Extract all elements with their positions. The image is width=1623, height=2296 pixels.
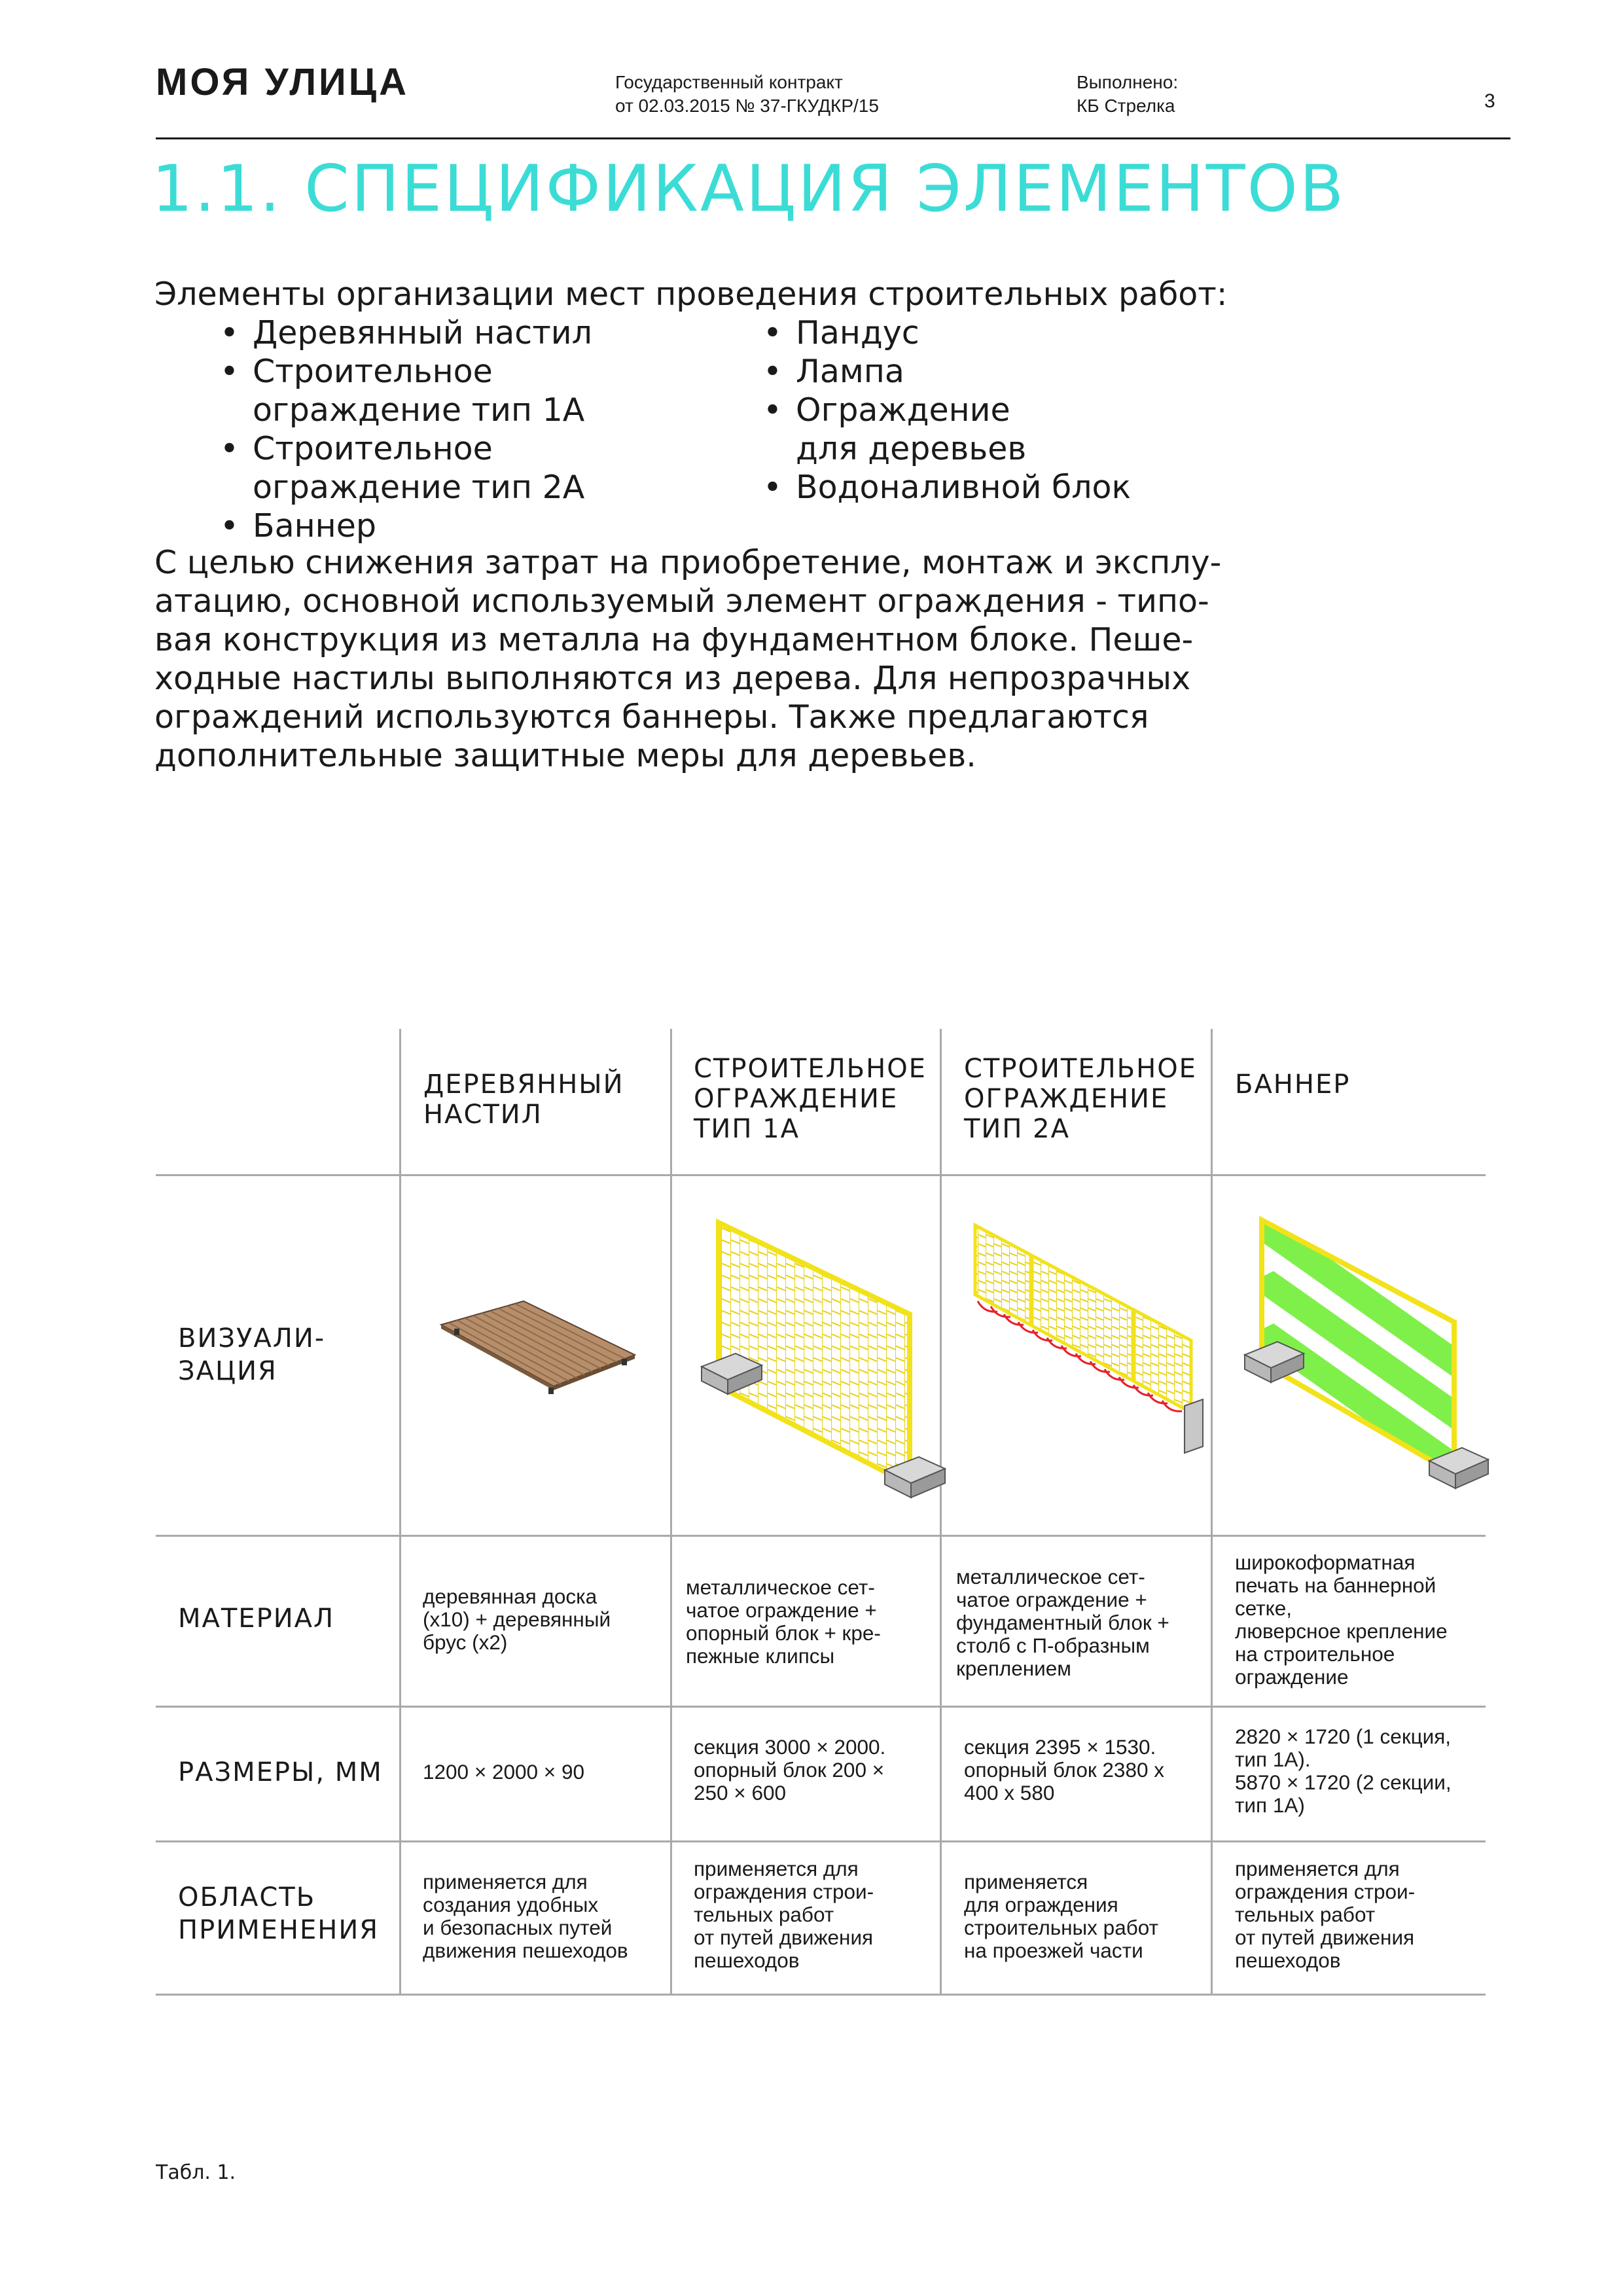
row-header-dimensions: РАЗМЕРЫ, ММ <box>178 1757 383 1787</box>
list-item-continuation: ограждение тип 2А <box>253 469 585 506</box>
table-caption: Табл. 1. <box>156 2161 236 2184</box>
contract-line-1: Государственный контракт <box>615 72 843 92</box>
paragraph-line: С целью снижения затрат на приобретение, монтаж и эксплу- <box>154 544 1222 581</box>
material-cell-banner: широкоформатная печать на баннерной сетке, люверсное крепление на строительное ограждение <box>1235 1551 1448 1689</box>
bullet-list-right <box>763 314 1132 507</box>
table-col-divider <box>940 1029 942 1996</box>
dimensions-cell-deck: 1200 × 2000 × 90 <box>423 1760 584 1784</box>
page-number: 3 <box>1484 90 1495 112</box>
list-item: • Лампа <box>763 353 904 390</box>
list-item-continuation: ограждение тип 1А <box>253 391 585 429</box>
list-item: • Пандус <box>763 314 919 351</box>
usage-cell-fence-2a: применяется для ограждения строительных работ на проезжей части <box>964 1870 1159 1962</box>
contract-line-2: от 02.03.2015 № 37-ГКУДКР/15 <box>615 96 879 116</box>
contract-info <box>615 71 879 118</box>
column-header-banner: БАННЕР <box>1235 1069 1351 1100</box>
fence-2a-illustration <box>962 1216 1211 1491</box>
list-item: • Водоналивной блок <box>763 469 1132 506</box>
table-row-divider <box>156 1706 1486 1708</box>
banner-illustration <box>1234 1212 1483 1500</box>
material-cell-fence-2a: металлическое сет- чатое ограждение + фундаментный блок + столб с П-образным креплением <box>956 1565 1169 1680</box>
dimensions-cell-fence-1a: секция 3000 × 2000. опорный блок 200 × 250 × 600 <box>694 1735 886 1804</box>
usage-cell-fence-1a: применяется для ограждения строи- тельных работ от путей движения пешеходов <box>694 1857 874 1972</box>
brand-logo-text: МОЯ УЛИЦА <box>156 61 409 103</box>
table-col-divider <box>1211 1029 1213 1996</box>
paragraph-line: дополнительные защитные меры для деревьев. <box>154 737 976 774</box>
table-row-divider <box>156 1535 1486 1537</box>
row-header-usage: ОБЛАСТЬ ПРИМЕНЕНИЯ <box>178 1882 380 1945</box>
performer-info <box>1077 71 1178 118</box>
dimensions-cell-fence-2a: секция 2395 × 1530. опорный блок 2380 х 400 x 580 <box>964 1735 1164 1804</box>
list-item: • Ограждение <box>763 391 1010 429</box>
column-header-fence-1a: СТРОИТЕЛЬНОЕ ОГРАЖДЕНИЕ ТИП 1А <box>694 1054 927 1144</box>
column-header-deck: ДЕРЕВЯННЫЙ НАСТИЛ <box>423 1069 624 1130</box>
table-col-divider <box>399 1029 401 1996</box>
body-paragraph <box>154 543 1221 775</box>
paragraph-line: вая конструкция из металла на фундаментном блоке. Пеше- <box>154 621 1194 658</box>
list-item: • Деревянный настил <box>220 314 592 351</box>
table-row-divider <box>156 1174 1486 1176</box>
list-item-continuation: для деревьев <box>796 430 1027 467</box>
material-cell-deck: деревянная доска (x10) + деревянный брус (x2) <box>423 1585 611 1654</box>
performer-line-2: КБ Стрелка <box>1077 96 1175 116</box>
paragraph-line: ограждений используются баннеры. Также предлагаются <box>154 698 1149 736</box>
row-header-material: МАТЕРИАЛ <box>178 1604 335 1634</box>
paragraph-line: ходные настилы выполняются из дерева. Для непрозрачных <box>154 660 1191 697</box>
list-item: • Баннер <box>220 507 376 545</box>
table-row-divider <box>156 1994 1486 1996</box>
table-col-divider <box>670 1029 672 1996</box>
column-header-fence-2a: СТРОИТЕЛЬНОЕ ОГРАЖДЕНИЕ ТИП 2А <box>964 1054 1197 1144</box>
deck-illustration <box>432 1283 641 1414</box>
performer-line-1: Выполнено: <box>1077 72 1179 92</box>
paragraph-line: атацию, основной используемый элемент ограждения - типо- <box>154 583 1209 620</box>
usage-cell-banner: применяется для ограждения строи- тельных работ от путей движения пешеходов <box>1235 1857 1416 1972</box>
section-title: 1.1. СПЕЦИФИКАЦИЯ ЭЛЕМЕНТОВ <box>152 152 1346 226</box>
material-cell-fence-1a: металлическое сет- чатое ограждение + опорный блок + кре- пежные клипсы <box>686 1575 881 1668</box>
fence-1a-illustration <box>694 1216 929 1504</box>
table-row-divider <box>156 1840 1486 1842</box>
header-divider <box>156 137 1510 139</box>
intro-text: Элементы организации мест проведения строительных работ: <box>154 276 1228 313</box>
list-item: • Строительное <box>220 353 493 390</box>
usage-cell-deck: применяется для создания удобных и безопасных путей движения пешеходов <box>423 1870 628 1962</box>
list-item: • Строительное <box>220 430 493 467</box>
dimensions-cell-banner: 2820 × 1720 (1 секция, тип 1А). 5870 × 1720 (2 секции, тип 1А) <box>1235 1725 1452 1817</box>
bullet-list-left <box>220 314 592 545</box>
row-header-visual: ВИЗУАЛИ- ЗАЦИЯ <box>178 1323 326 1386</box>
